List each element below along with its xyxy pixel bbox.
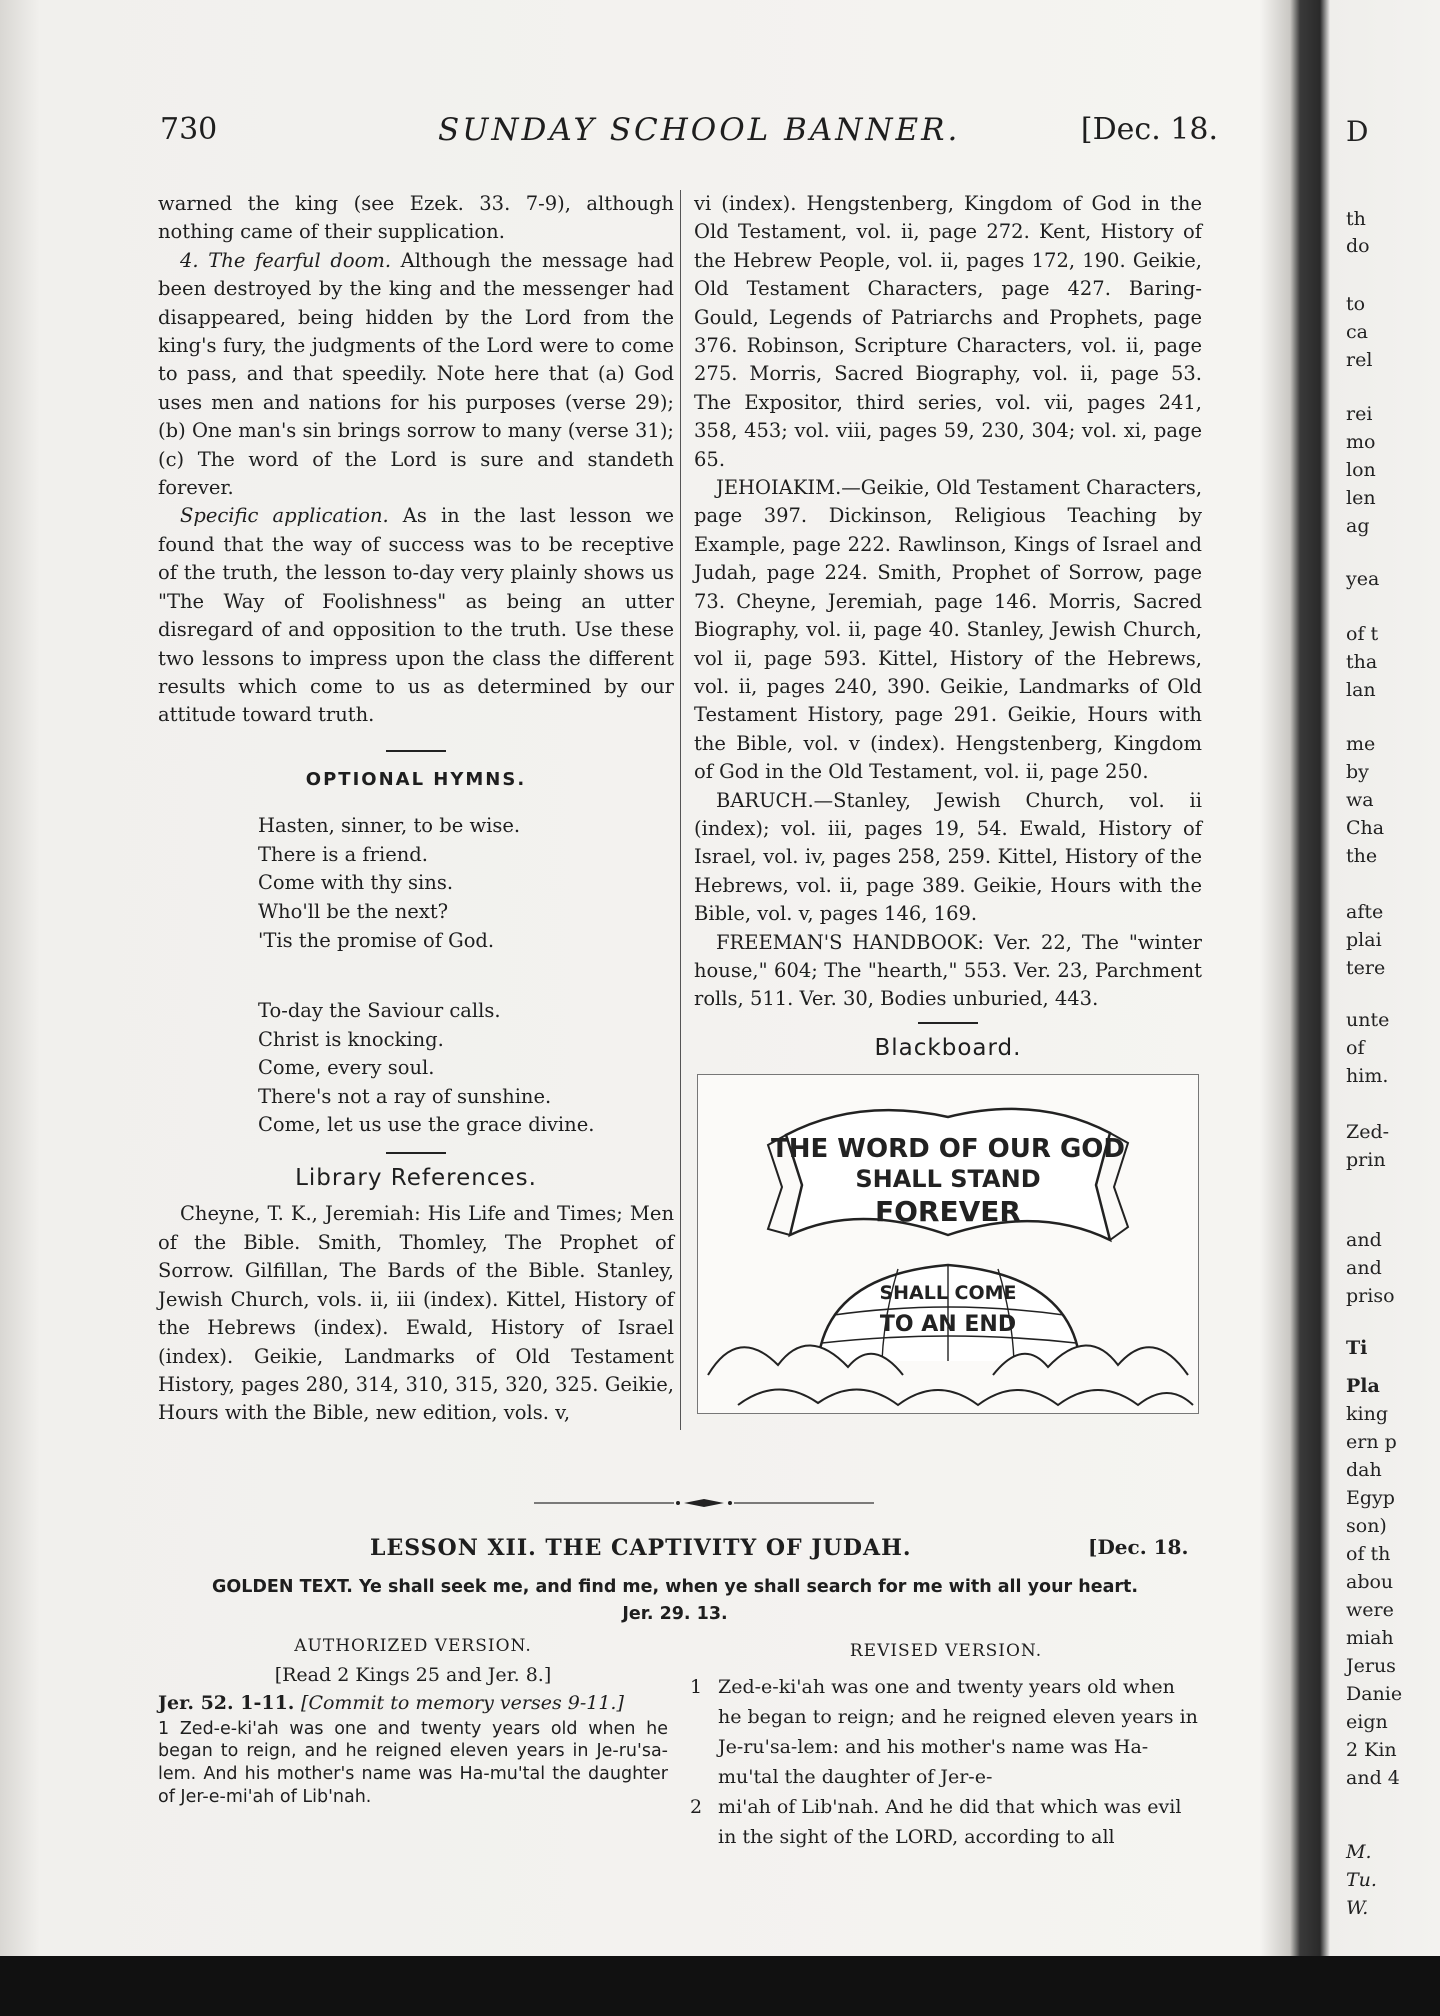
hymn-line: There's not a ray of sunshine. xyxy=(258,1084,552,1108)
left-column xyxy=(158,190,674,1428)
hymn-line: Who'll be the next? xyxy=(258,899,449,923)
adjacent-page-text: lon xyxy=(1346,459,1376,481)
paragraph-lead: Specific application. xyxy=(180,504,389,528)
adjacent-page-text: unte xyxy=(1346,1009,1390,1031)
adjacent-page-text: and xyxy=(1346,1229,1382,1251)
adjacent-page-text: Egyp xyxy=(1346,1487,1395,1509)
paragraph: FREEMAN'S HANDBOOK: Ver. 22, The "winter house," 604; The "hearth," 553. Ver. 23, Parchment rolls, 511. Ver. 30, Bodies unburied, 443. xyxy=(694,930,1202,1011)
adjacent-page-text: priso xyxy=(1346,1285,1395,1307)
adjacent-page-text: son) xyxy=(1346,1515,1387,1537)
adjacent-page-text: by xyxy=(1346,761,1369,783)
verse: 1 Zed-e-ki'ah was one and twenty years old when he began to reign; and he reigned eleven years in Je-ru'sa-lem: and his mother's name was Ha-mu'tal the daughter of Jer-e- xyxy=(690,1672,1202,1792)
adjacent-page-text: lan xyxy=(1346,679,1376,701)
paragraph: vi (index). Hengstenberg, Kingdom of God in the Old Testament, vol. ii, page 272. Kent, History of the Hebrew People, vol. ii, pages 172, 190. Geikie, Old Testament Characters, page 427. Baring-Gould, Legends of Patriarchs and Prophets, page 376. Robinson, Scripture Characters, vol. ii, page 275. Morris, Sacred Biography, vol. ii, page 53. The Expositor, third series, vol. vii, pages 241, 358, 453; vol. viii, pages 59, 230, 304; vol. xi, page 65. xyxy=(694,192,1202,471)
adjacent-page-text: rei xyxy=(1346,403,1373,425)
lesson-date: [Dec. 18. xyxy=(1088,1535,1189,1559)
paragraph-lead: BARUCH. xyxy=(716,788,814,812)
adjacent-page-text: of t xyxy=(1346,623,1379,645)
hymn-line: Come, every soul. xyxy=(258,1056,435,1080)
globe-line-2: TO AN END xyxy=(879,1312,1017,1338)
adjacent-page-text: Cha xyxy=(1346,817,1385,839)
publication-title: SUNDAY SCHOOL BANNER. xyxy=(438,112,961,148)
adjacent-page-text: the xyxy=(1346,845,1378,867)
adjacent-page-text: afte xyxy=(1346,901,1384,923)
adjacent-page-text: me xyxy=(1346,733,1376,755)
adjacent-page-text: him. xyxy=(1346,1065,1389,1087)
adjacent-page-text: ca xyxy=(1346,321,1368,343)
adjacent-page-text: eign xyxy=(1346,1711,1388,1733)
adjacent-page-text: Tu. xyxy=(1346,1869,1377,1891)
paragraph-lead: JEHOIAKIM. xyxy=(716,476,842,500)
verse-number: 1 xyxy=(690,1676,703,1698)
adjacent-page-text: do xyxy=(1346,235,1370,257)
golden-text: GOLDEN TEXT. Ye shall seek me, and find me, when ye shall search for me with all your heart. Jer. 29. 13. xyxy=(211,1577,1139,1624)
adjacent-page-text: th xyxy=(1346,208,1366,230)
hymn-line: To-day the Saviour calls. xyxy=(258,999,501,1023)
paragraph: 4. The fearful doom. Although the message had been destroyed by the king and the messenger had disappeared, being hidden by the Lord from the king's fury, the judgments of the Lord were to come to pass, and that speedily. Note here that (a) God uses men and nations for his purposes (verse 29); (b) One man's sin brings sorrow to many (verse 31); (c) The word of the Lord is sure and standeth forever. xyxy=(158,248,674,500)
authorized-heading: AUTHORIZED VERSION. xyxy=(294,1636,532,1656)
hymn-list xyxy=(158,997,674,1140)
revised-heading: REVISED VERSION. xyxy=(849,1641,1043,1661)
verse-text: 1 Zed-e-ki'ah was one and twenty years old when he began to reign, and he reigned eleven years in Je-ru'sa-lem. And his mother's name was Ha-mu'tal the daughter of Jer-e-mi'ah of Lib'nah. xyxy=(158,1718,668,1807)
adjacent-page-text: miah xyxy=(1346,1627,1394,1649)
paragraph-lead: FREEMAN'S HANDBOOK: xyxy=(716,930,984,954)
reading-note: [Read 2 Kings 25 and Jer. 8.] xyxy=(274,1663,552,1686)
adjacent-page-fragment xyxy=(1330,0,1440,1956)
adjacent-page-text: were xyxy=(1346,1599,1394,1621)
adjacent-page-text: M. xyxy=(1346,1841,1372,1863)
section-rule xyxy=(918,1022,978,1024)
adjacent-page-text: mo xyxy=(1346,431,1376,453)
library-references: Cheyne, T. K., Jeremiah: His Life and Times; Men of the Bible. Smith, Thomley, The Prophet of Sorrow. Gilfillan, The Bards of the Bible. Stanley, Jewish Church, vols. ii, iii (index). Kittel, History of the Hebrews (index). Ewald, History of Israel (index). Geikie, Landmarks of Old Testament History, pages 280, 314, 310, 315, 320, 325. Geikie, Hours with the Bible, new edition, vols. v, xyxy=(158,1202,674,1425)
paragraph: warned the king (see Ezek. 33. 7-9), although nothing came of their supplication. xyxy=(158,192,674,244)
running-head xyxy=(158,112,1218,152)
adjacent-page-text: and 4 xyxy=(1346,1767,1400,1789)
issue-date: [Dec. 18. xyxy=(1080,112,1218,147)
blackboard-illustration xyxy=(697,1074,1199,1414)
blackboard-drawing xyxy=(698,1075,1198,1413)
adjacent-page-text: yea xyxy=(1346,568,1380,590)
adjacent-page-text: plai xyxy=(1346,929,1382,951)
column-rule xyxy=(680,190,681,1430)
adjacent-page-text: D xyxy=(1346,115,1369,148)
globe-line-1: SHALL COME xyxy=(879,1282,1017,1305)
adjacent-page-text: Zed- xyxy=(1346,1121,1390,1143)
adjacent-page-text: wa xyxy=(1346,789,1374,811)
banner-line-1: THE WORD OF OUR GOD xyxy=(771,1134,1125,1165)
adjacent-page-text: Jerus xyxy=(1346,1655,1396,1677)
verse: 2 mi'ah of Lib'nah. And he did that which was evil in the sight of the LORD, according to all xyxy=(690,1792,1202,1852)
banner-line-3: FOREVER xyxy=(875,1195,1021,1229)
adjacent-page-text: and xyxy=(1346,1257,1382,1279)
hymn-line: There is a friend. xyxy=(258,842,428,866)
adjacent-page-text: W. xyxy=(1346,1897,1369,1919)
lesson-title: LESSON XII. THE CAPTIVITY OF JUDAH. xyxy=(370,1535,912,1561)
adjacent-page-text: Ti xyxy=(1346,1337,1368,1359)
adjacent-page-text: king xyxy=(1346,1403,1388,1425)
adjacent-page-text: rel xyxy=(1346,349,1373,371)
blackboard-heading: Blackboard. xyxy=(874,1034,1022,1061)
adjacent-page-text: of xyxy=(1346,1037,1365,1059)
adjacent-page-text: abou xyxy=(1346,1571,1394,1593)
paragraph-lead: 4. The fearful doom. xyxy=(180,248,392,272)
adjacent-page-text: ag xyxy=(1346,515,1370,537)
adjacent-page-text: len xyxy=(1346,487,1376,509)
hymn-line: 'Tis the promise of God. xyxy=(258,928,495,952)
hymn-line: Hasten, sinner, to be wise. xyxy=(258,814,521,838)
hymn-line: Christ is knocking. xyxy=(258,1027,444,1051)
banner-line-2: SHALL STAND xyxy=(855,1165,1041,1194)
page-number: 730 xyxy=(160,112,218,147)
paragraph: Specific application. As in the last lesson we found that the way of success was to be receptive of the truth, the lesson to-day very plainly shows us "The Way of Foolishness" as being an utter disregard of and opposition to the truth. Use these two lessons to impress upon the class the different results which come to us as determined by our attitude toward truth. xyxy=(158,504,674,727)
adjacent-page-text: to xyxy=(1346,293,1366,315)
paragraph: BARUCH.—Stanley, Jewish Church, vol. ii (index); vol. iii, pages 19, 54. Ewald, History of Israel, vol. iv, pages 258, 259. Kittel, History of the Hebrews, vol. ii, page 389. Geikie, Hours with the Bible, vol. v, pages 146, 169. xyxy=(694,788,1202,926)
section-rule xyxy=(386,750,446,752)
library-heading: Library References. xyxy=(295,1165,537,1192)
paragraph: JEHOIAKIM.—Geikie, Old Testament Characters, page 397. Dickinson, Religious Teaching by Example, page 222. Rawlinson, Kings of Israel and Judah, page 224. Smith, Prophet of Sorrow, page 73. Cheyne, Jeremiah, page 146. Morris, Sacred Biography, vol. ii, page 40. Stanley, Jewish Church, vol ii, page 593. Kittel, History of the Hebrews, vol. ii, pages 240, 390. Geikie, Landmarks of Old Testament History, page 291. Geikie, Hours with the Bible, vol. v (index). Hengstenberg, Kingdom of God in the Old Testament, vol. ii, page 250. xyxy=(694,476,1203,784)
hymn-line: Come with thy sins. xyxy=(258,871,454,895)
ornamental-divider xyxy=(534,1497,874,1509)
adjacent-page-text: dah xyxy=(1346,1459,1382,1481)
authorized-version xyxy=(158,1634,668,1808)
verse-number: 2 xyxy=(690,1796,703,1818)
adjacent-page-text: Danie xyxy=(1346,1683,1403,1705)
hymns-heading: OPTIONAL HYMNS. xyxy=(305,768,527,790)
adjacent-page-text: tere xyxy=(1346,957,1386,979)
adjacent-page-text: tha xyxy=(1346,651,1378,673)
section-rule xyxy=(386,1152,446,1154)
hymn-line: Come, let us use the grace divine. xyxy=(258,1113,595,1137)
hymn-list xyxy=(158,812,674,955)
scan-bottom-band xyxy=(0,1956,1440,2016)
adjacent-page-text: Pla xyxy=(1346,1375,1380,1397)
right-column xyxy=(694,190,1202,1414)
revised-version xyxy=(690,1636,1202,1852)
commit-line: Jer. 52. 1-11. [Commit to memory verses 9-11.] xyxy=(158,1692,624,1715)
adjacent-page-text: prin xyxy=(1346,1149,1386,1171)
adjacent-page-text: 2 Kin xyxy=(1346,1739,1397,1761)
adjacent-page-text: ern p xyxy=(1346,1431,1397,1453)
adjacent-page-text: of th xyxy=(1346,1543,1391,1565)
